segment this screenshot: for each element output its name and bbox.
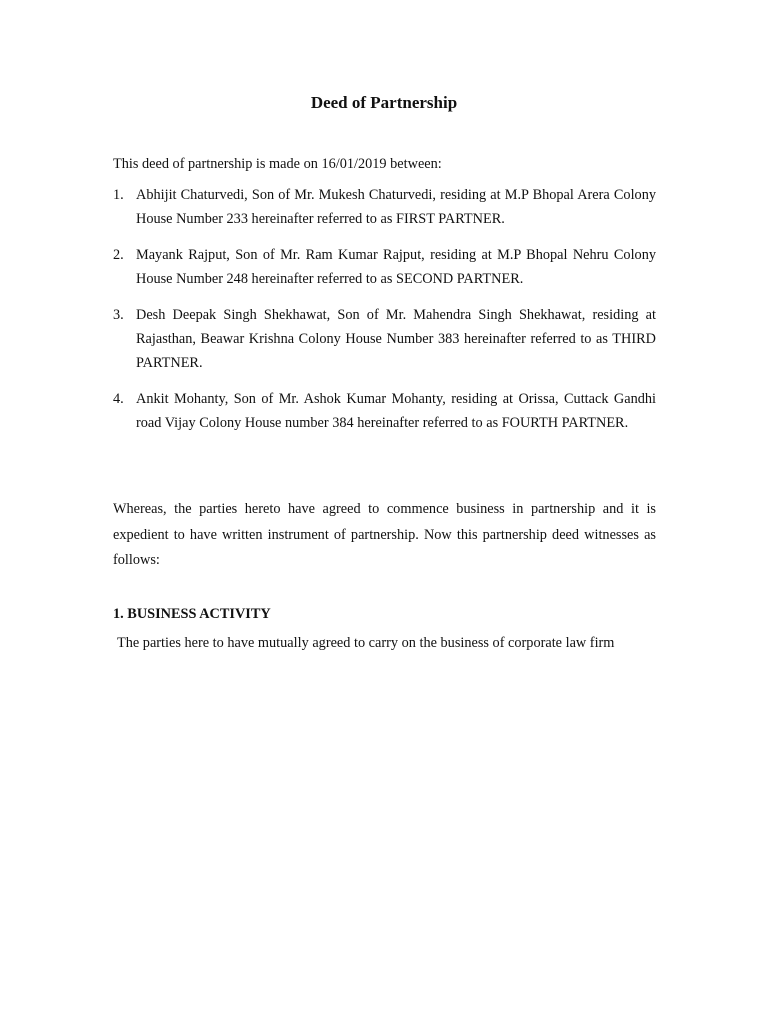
- partner-number: 4.: [113, 391, 124, 407]
- document-title: Deed of Partnership: [310, 93, 458, 112]
- partner-text: Abhijit Chaturvedi, Son of Mr. Mukesh Chaturvedi, residing at M.P Bhopal Arera Colony House Number 233 hereinafter referred to as FIRST PARTNER.: [136, 187, 656, 227]
- partner-text: Ankit Mohanty, Son of Mr. Ashok Kumar Mohanty, residing at Orissa, Cuttack Gandhi road Vijay Colony House number 384 hereinafter referred to as FOURTH PARTNER.: [136, 391, 656, 431]
- partner-item: [113, 243, 656, 291]
- partner-item: [113, 183, 656, 231]
- partner-item: [113, 387, 656, 435]
- partner-item: [113, 303, 656, 375]
- section-heading: 1. BUSINESS ACTIVITY: [113, 606, 271, 622]
- intro-paragraph: This deed of partnership is made on 16/01/2019 between:: [113, 156, 442, 172]
- partner-number: 2.: [113, 247, 124, 263]
- partner-text: Mayank Rajput, Son of Mr. Ram Kumar Rajput, residing at M.P Bhopal Nehru Colony House Number 248 hereinafter referred to as SECOND PARTNER.: [136, 247, 656, 287]
- whereas-paragraph: Whereas, the parties hereto have agreed to commence business in partnership and it is expedient to have written instrument of partnership. Now this partnership deed witnesses as follows:: [113, 501, 656, 568]
- section-body: The parties here to have mutually agreed to carry on the business of corporate law firm: [117, 635, 615, 651]
- partner-list: [113, 183, 656, 447]
- partner-number: 1.: [113, 187, 124, 203]
- partner-number: 3.: [113, 307, 124, 323]
- partner-text: Desh Deepak Singh Shekhawat, Son of Mr. Mahendra Singh Shekhawat, residing at Rajasthan, Beawar Krishna Colony House Number 383 hereinafter referred to as THIRD PARTNER.: [136, 307, 656, 371]
